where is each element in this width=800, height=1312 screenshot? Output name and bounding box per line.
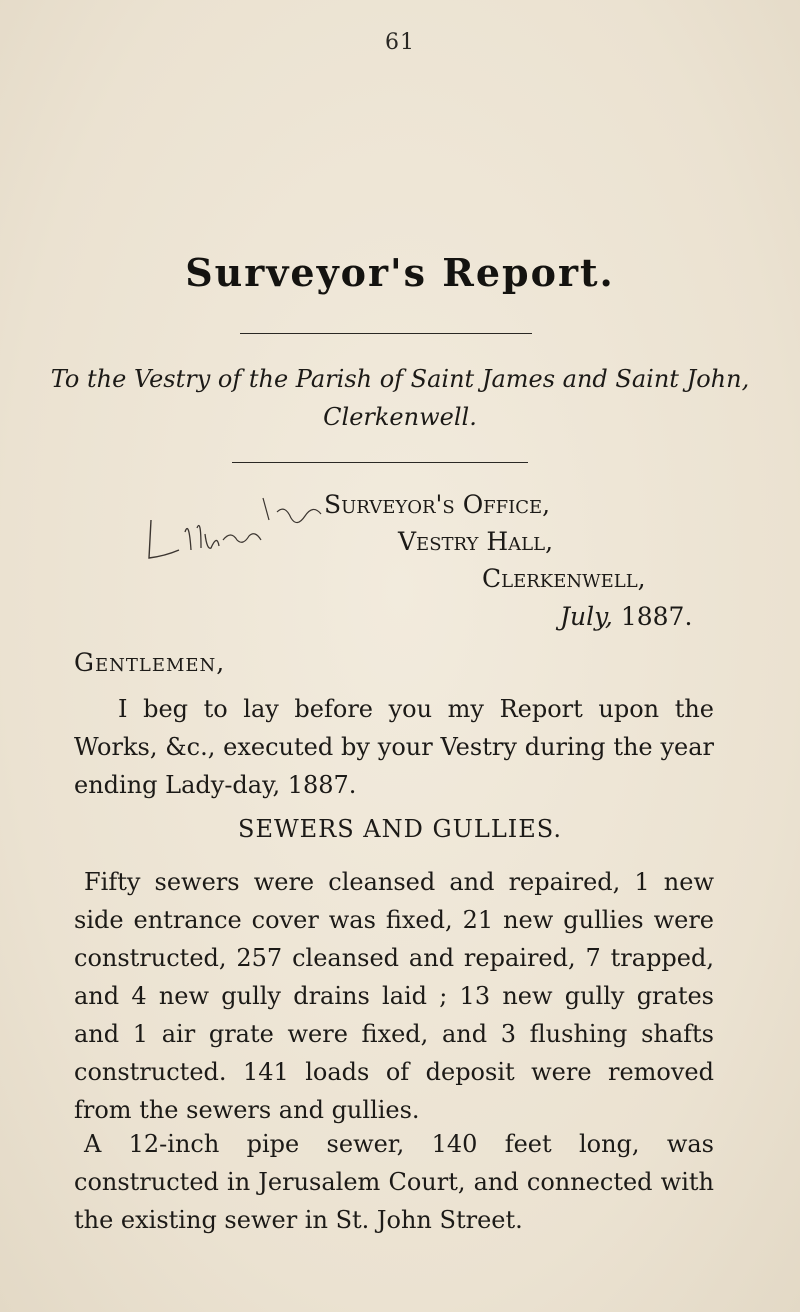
address-divider (232, 462, 528, 463)
report-title: Surveyor's Report. (185, 250, 615, 295)
section-heading: SEWERS AND GULLIES. (238, 815, 562, 843)
letter-date (560, 602, 692, 631)
salutation: Gentlemen, (74, 648, 226, 677)
office-line-3: Clerkenwell, (482, 564, 646, 593)
intro-text: I beg to lay before you my Report upon the Works, &c., executed by your Vestry during the year ending Lady-day, 1887. (74, 695, 714, 799)
office-line-1: Surveyor's Office, (324, 490, 551, 519)
body-paragraph-2 (74, 1125, 714, 1239)
intro-paragraph (74, 690, 714, 804)
office-line-2: Vestry Hall, (398, 527, 554, 556)
date-month: July, (560, 602, 613, 631)
paragraph-text: A 12-inch pipe sewer, 140 feet long, was constructed in Jerusalem Court, and connected with the existing sewer in St. John Street. (74, 1130, 714, 1234)
handwritten-signature-icon (145, 490, 330, 565)
page-number: 61 (385, 30, 415, 55)
paragraph-text: Fifty sewers were cleansed and repaired, 1 new side entrance cover was fixed, 21 new gullies were constructed, 257 cleansed and repaired, 7 trapped, and 4 new gully drains laid ; 13 new gully grates and 1 air grate were fixed, and 3 flushing shafts constructed. 141 loads of deposit were removed from the sewers and gullies. (74, 868, 714, 1124)
date-year: 1887. (620, 602, 693, 631)
title-divider (240, 333, 532, 334)
address-line: To the Vestry of the Parish of Saint James and Saint John, Clerkenwell. (50, 365, 750, 431)
body-paragraph-1 (74, 863, 714, 1129)
